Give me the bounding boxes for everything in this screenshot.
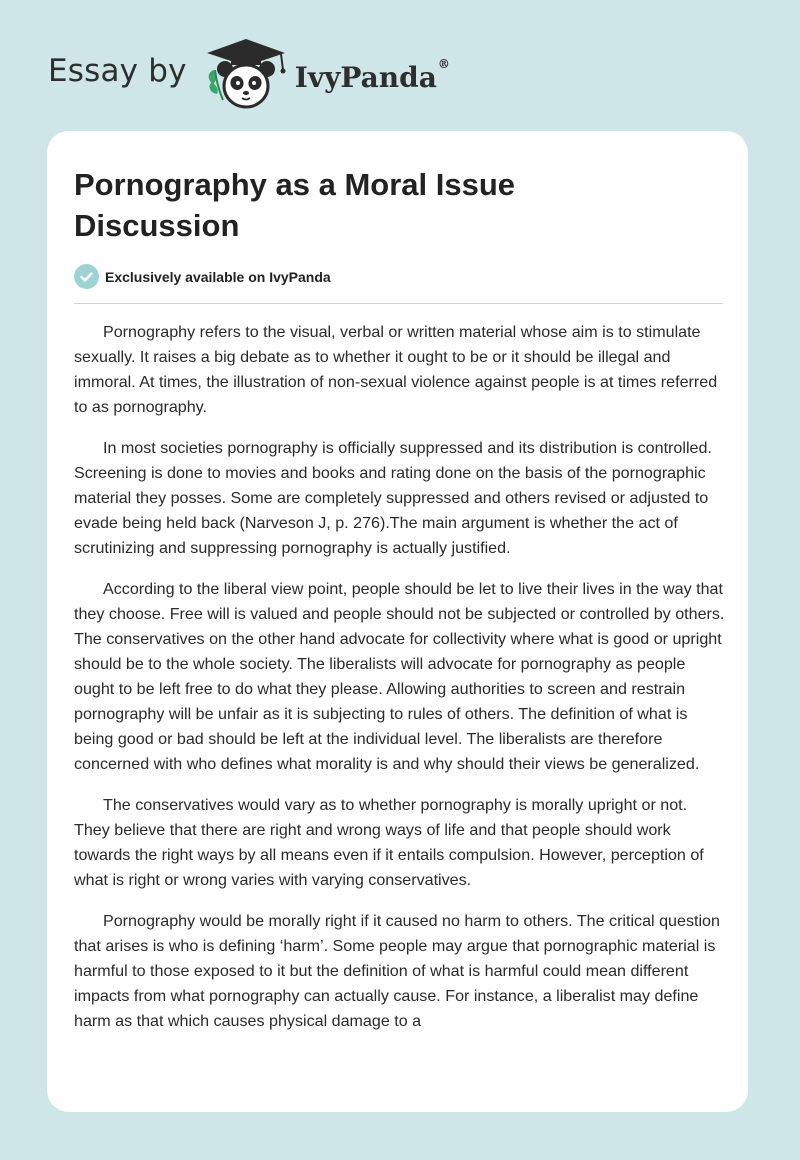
exclusive-badge xyxy=(74,264,331,289)
paragraph: In most societies pornography is officially suppressed and its distribution is controlled. Screening is done to movies and books and rating done on the basis of the pornographic material they posses. Some are completely suppressed and others revised or adjusted to evade being held back (Narveson J, p. 276).The main argument is whether the act of scrutinizing and suppressing pornography is actually justified. xyxy=(74,439,712,557)
brand-name-text: IvyPanda xyxy=(294,60,437,94)
panda-graduate-icon xyxy=(203,36,289,112)
registered-mark: ® xyxy=(437,56,450,71)
essay-card xyxy=(47,131,748,1112)
essay-by-label: Essay by xyxy=(48,53,187,89)
paragraph: The conservatives would vary as to whether pornography is morally upright or not. They believe that there are right and wrong ways of life and that people should work towards the right ways by all means even if it entails compulsion. However, perception of what is right or wrong varies with varying conservatives. xyxy=(74,796,704,889)
divider xyxy=(74,303,723,304)
site-header xyxy=(48,34,450,114)
page-title: Pornography as a Moral Issue Discussion xyxy=(74,167,516,243)
paragraph: Pornography refers to the visual, verbal or written material whose aim is to stimulate sexually. It raises a big debate as to whether it ought to be or it should be illegal and immoral. At times, the illustration of non-sexual violence against people is at times referred to as pornography. xyxy=(74,323,718,416)
essay-body xyxy=(74,320,726,1050)
brand-name xyxy=(294,56,450,94)
paragraph: According to the liberal view point, people should be let to live their lives in the way that they choose. Free will is valued and people should not be subjected or controlled by others. The conservatives on the other hand advocate for collectivity where what is good or upright should be to the whole society. The liberalists will advocate for pornography as people ought to be left free to do what they please. Allowing authorities to screen and restrain pornography will be unfair as it is subjecting to rules of others. The definition of what is being good or bad should be left at the individual level. The liberalists are therefore concerned with who defines what morality is and why should their views be generalized. xyxy=(74,580,725,773)
paragraph: Pornography would be morally right if it caused no harm to others. The critical question that arises is who is defining ‘harm’. Some people may argue that pornographic material is harmful to those exposed to it but the definition of what is harmful could mean different impacts from what pornography can actually cause. For instance, a liberalist may define harm as that which causes physical damage to a xyxy=(74,912,720,1030)
exclusive-label: Exclusively available on IvyPanda xyxy=(105,268,331,285)
check-icon xyxy=(74,264,99,289)
